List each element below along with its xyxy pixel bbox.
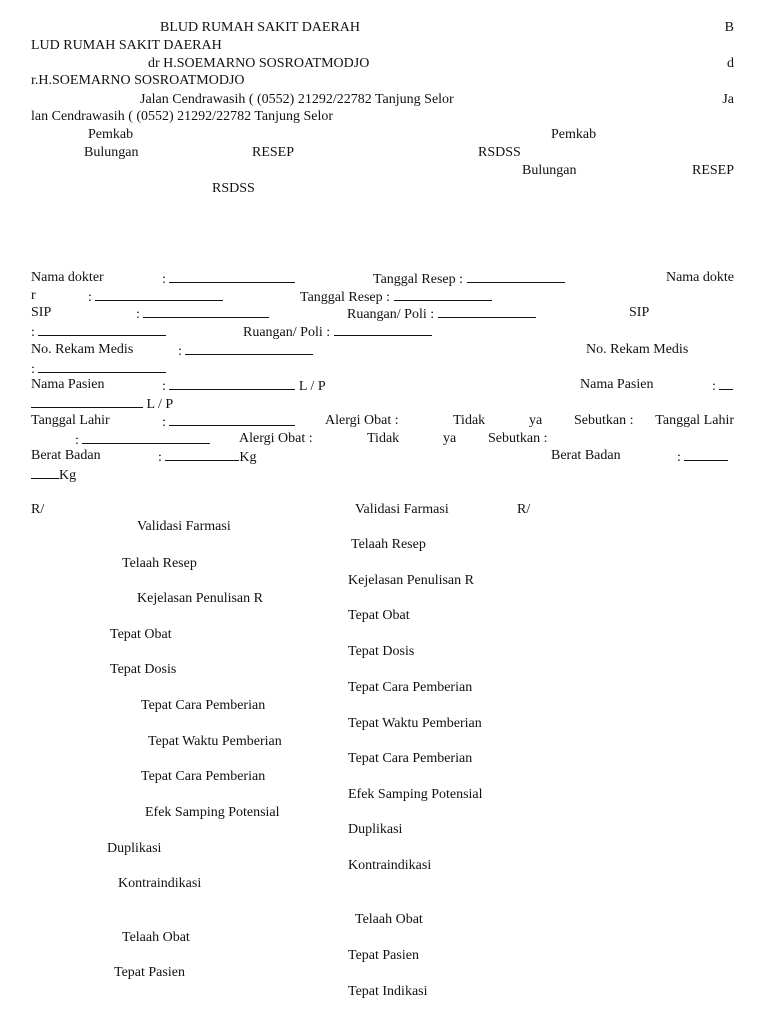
sip-field[interactable]: : (136, 305, 269, 323)
alergi-obat-label-2: Alergi Obat : (239, 431, 313, 446)
check-tepat-obat-2[interactable]: Tepat Obat (348, 608, 410, 623)
hospital-address: Jalan Cendrawasih ( (0552) 21292/22782 Tanjung Selor (140, 92, 454, 107)
sip-label: SIP (31, 305, 52, 320)
telaah-obat-heading: Telaah Obat (122, 930, 190, 945)
bulungan-label: Bulungan (84, 145, 139, 160)
validasi-farmasi-heading-2: Validasi Farmasi (355, 502, 449, 517)
hospital-name-wrap-start: B (724, 20, 734, 35)
nama-dokter-label-2: Nama dokte (665, 270, 734, 285)
resep-symbol: R/ (31, 502, 45, 517)
nama-pasien-field[interactable]: : L / P (162, 379, 326, 394)
check-tepat-cara-2[interactable]: Tepat Cara Pemberian (141, 769, 266, 784)
sip-label-2: SIP (629, 305, 650, 320)
alergi-ya-option-2[interactable]: ya (443, 431, 457, 446)
rekam-medis-field[interactable]: : (178, 342, 313, 360)
tanggal-lahir-label: Tanggal Lahir (31, 413, 110, 428)
check-tepat-cara-3[interactable]: Tepat Cara Pemberian (348, 680, 473, 695)
check-tepat-waktu-2[interactable]: Tepat Waktu Pemberian (348, 716, 482, 731)
resep-symbol-2: R/ (517, 502, 531, 517)
resep-title-2: RESEP (691, 163, 734, 178)
check-kejelasan[interactable]: Kejelasan Penulisan R (137, 591, 263, 606)
tanggal-lahir-field-2[interactable]: : (75, 431, 210, 449)
check-tepat-pasien-2[interactable]: Tepat Pasien (348, 948, 419, 963)
check-kontraindikasi[interactable]: Kontraindikasi (118, 876, 202, 891)
check-duplikasi[interactable]: Duplikasi (107, 841, 162, 856)
alergi-ya-option[interactable]: ya (529, 413, 543, 428)
alergi-obat-label: Alergi Obat : (325, 413, 399, 428)
tanggal-resep-field-2[interactable]: Tanggal Resep : (300, 288, 492, 306)
check-kejelasan-2[interactable]: Kejelasan Penulisan R (348, 573, 474, 588)
check-duplikasi-2[interactable]: Duplikasi (348, 822, 403, 837)
rekam-medis-label: No. Rekam Medis (31, 342, 134, 357)
nama-pasien-field-wrap[interactable]: L / P (31, 395, 173, 413)
nama-dokter-field[interactable]: : (162, 270, 295, 288)
bulungan-label-2: Bulungan (522, 163, 577, 178)
pemkab-label: Pemkab (88, 127, 134, 142)
check-tepat-cara[interactable]: Tepat Cara Pemberian (141, 698, 266, 713)
doctor-name: dr H.SOEMARNO SOSROATMODJO (148, 56, 370, 71)
check-kontraindikasi-2[interactable]: Kontraindikasi (348, 858, 432, 873)
rsdss-label-2: RSDSS (212, 181, 255, 196)
alergi-sebutkan-label-2: Sebutkan : (488, 431, 548, 446)
rekam-medis-field-2[interactable]: : (31, 360, 166, 378)
tanggal-resep-field[interactable]: Tanggal Resep : (373, 270, 565, 288)
nama-dokter-field-2[interactable]: : (88, 288, 223, 306)
hospital-address-wrap-start: Ja (722, 92, 734, 107)
telaah-obat-heading-2: Telaah Obat (355, 912, 423, 927)
berat-badan-field[interactable]: : Kg (158, 450, 257, 465)
ruangan-poli-field[interactable]: Ruangan/ Poli : (347, 305, 536, 323)
nama-dokter-label-wrap: r (31, 288, 36, 303)
berat-badan-field-wrap[interactable]: Kg (31, 466, 76, 484)
check-tepat-obat[interactable]: Tepat Obat (110, 627, 172, 642)
berat-badan-label-2: Berat Badan (551, 448, 621, 463)
nama-pasien-field-2[interactable]: : (712, 377, 733, 395)
alergi-sebutkan-label: Sebutkan : (574, 413, 634, 428)
check-tepat-indikasi[interactable]: Tepat Indikasi (348, 984, 428, 999)
doctor-name-wrap-start: d (727, 56, 734, 71)
resep-title: RESEP (252, 145, 295, 160)
check-tepat-dosis-2[interactable]: Tepat Dosis (348, 644, 415, 659)
berat-badan-label: Berat Badan (31, 448, 101, 463)
ruangan-poli-field-2[interactable]: Ruangan/ Poli : (243, 323, 432, 341)
check-tepat-waktu[interactable]: Tepat Waktu Pemberian (148, 734, 282, 749)
alergi-tidak-option-2[interactable]: Tidak (367, 431, 400, 446)
rsdss-label: RSDSS (478, 145, 521, 160)
telaah-resep-heading-2: Telaah Resep (351, 537, 426, 552)
check-tepat-dosis[interactable]: Tepat Dosis (110, 662, 177, 677)
doctor-name-wrap: r.H.SOEMARNO SOSROATMODJO (31, 73, 245, 88)
check-efek-samping-2[interactable]: Efek Samping Potensial (348, 787, 483, 802)
rekam-medis-label-2: No. Rekam Medis (586, 342, 689, 357)
berat-badan-field-2[interactable]: : (677, 448, 728, 466)
sip-field-2[interactable]: : (31, 323, 166, 341)
hospital-name: BLUD RUMAH SAKIT DAERAH (160, 20, 361, 35)
check-efek-samping[interactable]: Efek Samping Potensial (145, 805, 280, 820)
check-tepat-cara-4[interactable]: Tepat Cara Pemberian (348, 751, 473, 766)
check-tepat-pasien[interactable]: Tepat Pasien (114, 965, 185, 980)
tanggal-lahir-label-2: Tanggal Lahir (655, 413, 734, 428)
hospital-address-wrap: lan Cendrawasih ( (0552) 21292/22782 Tanjung Selor (31, 109, 334, 124)
hospital-name-wrap: LUD RUMAH SAKIT DAERAH (31, 38, 222, 53)
telaah-resep-heading: Telaah Resep (122, 556, 197, 571)
tanggal-lahir-field[interactable]: : (162, 413, 295, 431)
nama-pasien-label-2: Nama Pasien (580, 377, 654, 392)
validasi-farmasi-heading: Validasi Farmasi (137, 519, 231, 534)
nama-dokter-label: Nama dokter (31, 270, 104, 285)
nama-pasien-label: Nama Pasien (31, 377, 105, 392)
alergi-tidak-option[interactable]: Tidak (453, 413, 486, 428)
pemkab-label-2: Pemkab (551, 127, 597, 142)
